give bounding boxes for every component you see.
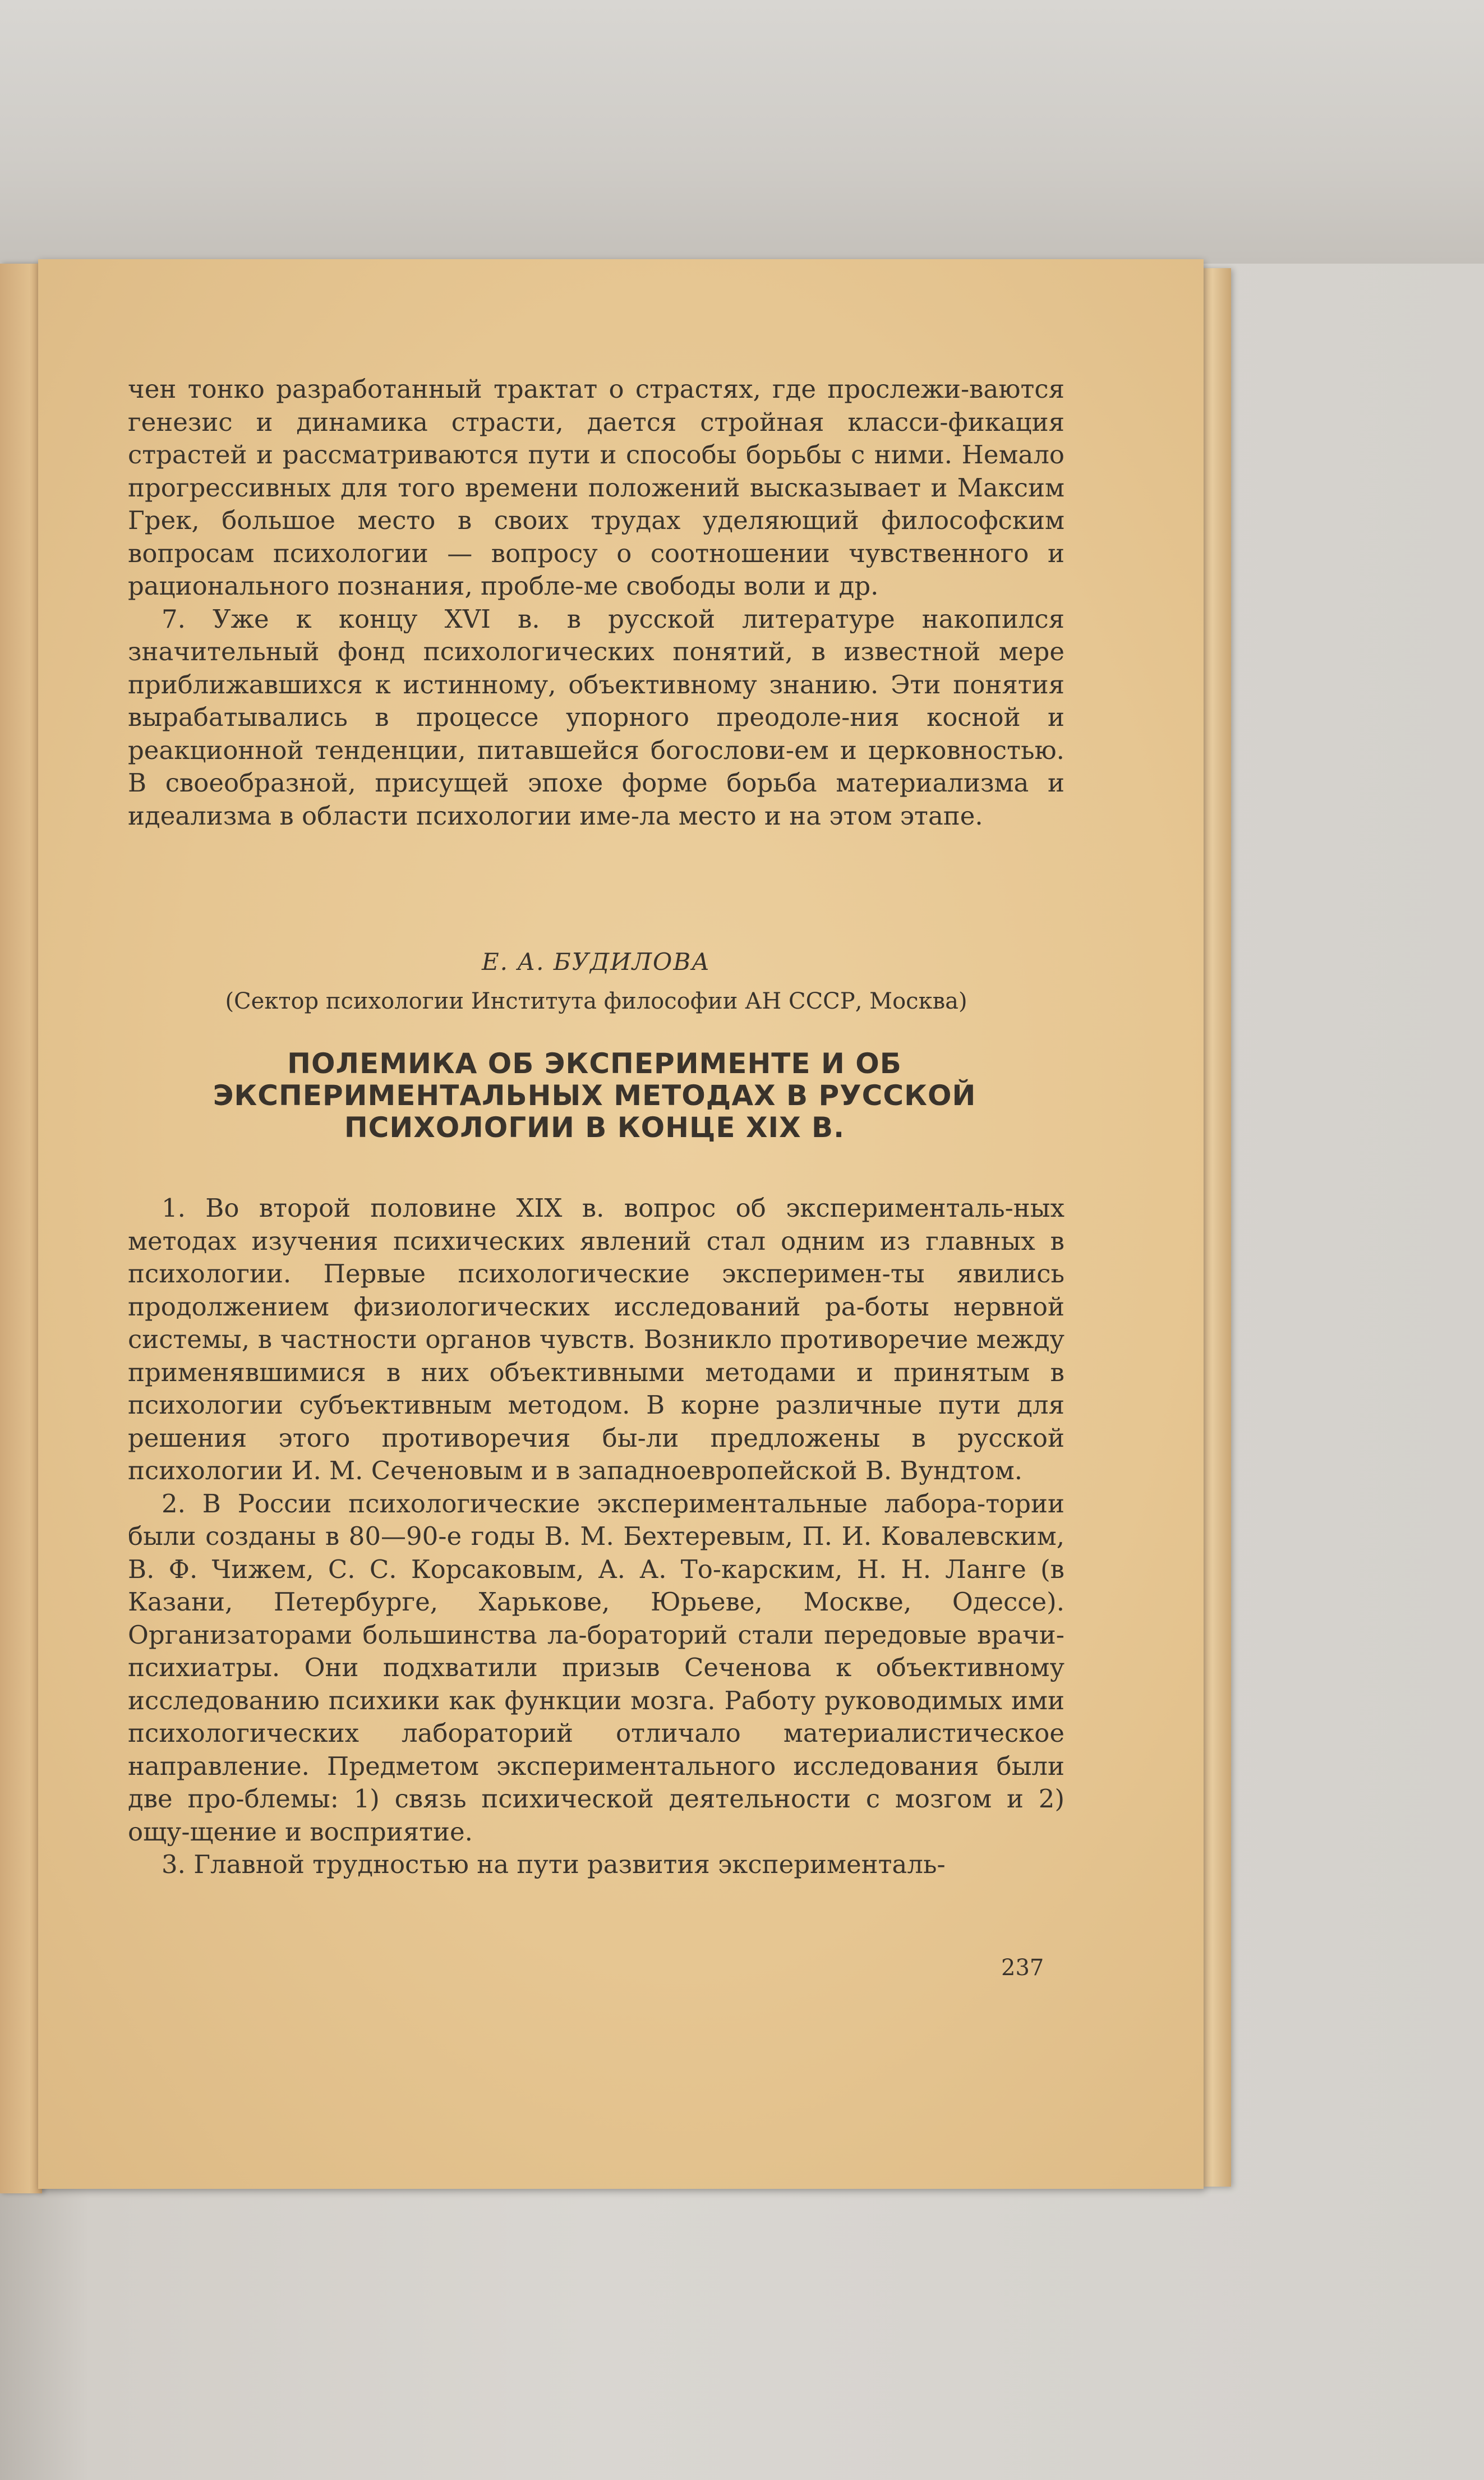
paragraph-1: 1. Во второй половине XIX в. вопрос об эксперименталь-ных методах изучения психических явлений стал одним из главных в психологии. Первые психологические эксперимен-ты явились продолжением физиологических исследований ра-боты нервной системы, в частности органов чувств. Возникло противоречие между применявшимися в них объективными методами и принятым в психологии субъективным методом. В корне различные пути для решения этого противоречия бы-ли предложены в русской психологии И. М. Сеченовым и в западноевропейской В. Вундтом. (128, 1193, 1064, 1485)
paragraph-2: 2. В России психологические экспериментальные лабора-тории были созданы в 80—90-е годы В. М. Бехтеревым, П. И. Ковалевским, В. Ф. Чижем, С. С. Корсаковым, А. А. То-карским, Н. Н. Ланге (в Казани, Петербурге, Харькове, Юрьеве, Москве, Одессе). Организаторами большинства ла-бораторий стали передовые врачи-психиатры. Они подхватили призыв Сеченова к объективному исследованию психики как функции мозга. Работу руководимых ими психологических лабораторий отличало материалистическое направление. Предметом экспериментального исследования были две про-блемы: 1) связь психической деятельности с мозгом и 2) ощу-щение и восприятие. (128, 1488, 1064, 1847)
page-stack-edge (1200, 268, 1231, 2187)
left-page-edge (0, 264, 42, 2193)
paragraph-continuation: чен тонко разработанный трактат о страстях, где прослежи-ваются генезис и динамика страсти, дается стройная класси-фикация страстей и рассматриваются пути и способы борьбы с ними. Немало прогрессивных для того времени положений высказывает и Максим Грек, большое место в своих трудах уделяющий философским вопросам психологии — вопросу о соотношении чувственного и рационального познания, пробле-ме свободы воли и др. (128, 374, 1064, 601)
article-affiliation: (Сектор психологии Института философии АН СССР, Москва) (225, 988, 967, 1014)
title-line: ЭКСПЕРИМЕНТАЛЬНЫХ МЕТОДАХ В РУССКОЙ (213, 1079, 976, 1112)
top-text-section (128, 373, 1064, 832)
article-body (128, 1192, 1064, 1881)
article-title (157, 1048, 1032, 1144)
title-line: ПСИХОЛОГИИ В КОНЦЕ XIX В. (344, 1111, 845, 1144)
title-line: ПОЛЕМИКА ОБ ЭКСПЕРИМЕНТЕ И ОБ (287, 1047, 902, 1080)
article-author: Е. А. БУДИЛОВА (481, 948, 711, 976)
background-top (0, 0, 1484, 264)
page-number: 237 (1001, 1955, 1044, 1981)
paragraph-3: 3. Главной трудностью на пути развития эксперименталь- (162, 1849, 946, 1879)
paragraph-7: 7. Уже к концу XVI в. в русской литературе накопился значительный фонд психологических понятий, в известной мере приближавшихся к истинному, объективному знанию. Эти понятия вырабатывались в процессе упорного преодоле-ния косной и реакционной тенденции, питавшейся богослови-ем и церковностью. В своеобразной, присущей эпохе форме борьба материализма и идеализма в области психологии име-ла место и на этом этапе. (128, 604, 1064, 831)
